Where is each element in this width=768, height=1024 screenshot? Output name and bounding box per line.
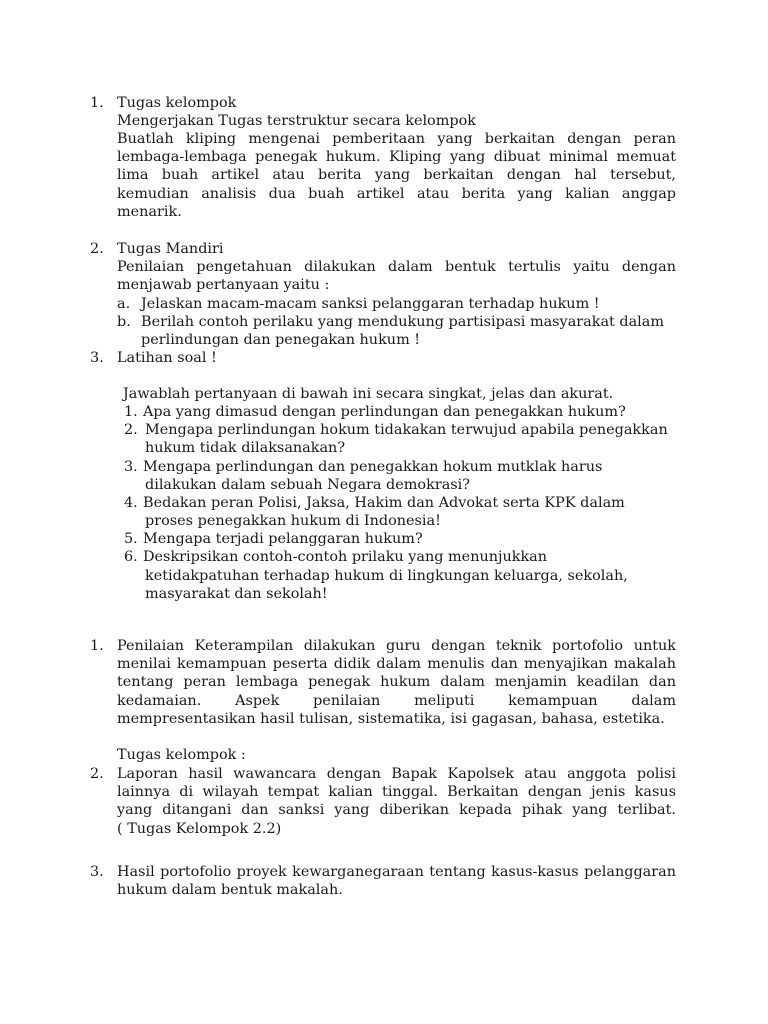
question-text: masyarakat dan sekolah! — [145, 586, 328, 602]
question-text: Mengapa terjadi pelanggaran hukum? — [143, 531, 423, 547]
paragraph-line: ( Tugas Kelompok 2.2) — [117, 820, 282, 837]
section-2-title: Tugas Mandiri — [117, 241, 224, 257]
paragraph-line: lainnya di wilayah tempat kalian tinggal. Berkaitan dengan jenis kasus — [117, 784, 676, 801]
question-marker: 5. — [124, 531, 138, 547]
section-4-number: 1. — [90, 638, 104, 654]
question-text: dilakukan dalam sebuah Negara demokrasi? — [145, 477, 470, 493]
paragraph-line: kedamaian. Aspek penilaian meliputi kemampuan dalam — [117, 692, 676, 709]
question-text: Mengapa perlindungan dan penegakkan hokum mutklak harus — [143, 459, 603, 475]
list-item-text: Jelaskan macam-macam sanksi pelanggaran terhadap hukum ! — [141, 296, 600, 312]
list-marker: b. — [117, 314, 131, 330]
list-marker: a. — [117, 296, 131, 312]
section-2-number: 2. — [90, 241, 104, 257]
paragraph-line: Hasil portofolio proyek kewarganegaraan tentang kasus-kasus pelanggaran — [117, 864, 676, 880]
paragraph-line: lembaga-lembaga penegak hukum. Kliping yang dibuat minimal memuat — [117, 149, 676, 166]
paragraph-line: mempresentasikan hasil tulisan, sistematika, isi gagasan, bahasa, estetika. — [117, 710, 665, 727]
paragraph-line: lima buah artikel atau berita yang berkaitan dengan hal tersebut, — [117, 167, 676, 184]
paragraph-line: hukum dalam bentuk makalah. — [117, 882, 343, 899]
question-marker: 4. — [124, 495, 138, 511]
question-text: proses penegakkan hukum di Indonesia! — [145, 513, 441, 529]
list-item-text: perlindungan dan penegakan hukum ! — [141, 332, 421, 348]
section-3-title: Latihan soal ! — [117, 350, 217, 366]
paragraph-line: Penilaian Keterampilan dilakukan guru dengan teknik portofolio untuk — [117, 638, 676, 654]
section-6-number: 3. — [90, 864, 104, 880]
paragraph-line: Laporan hasil wawancara dengan Bapak Kapolsek atau anggota polisi — [117, 766, 676, 782]
question-marker: 3. — [124, 459, 138, 475]
section-3-number: 3. — [90, 350, 104, 366]
question-marker: 2. — [124, 422, 138, 438]
question-text: ketidakpatuhan terhadap hukum di lingkungan keluarga, sekolah, — [145, 568, 628, 584]
section-5-number: 2. — [90, 766, 104, 782]
paragraph-line: kemudian analisis dua buah artikel atau berita yang kalian anggap — [117, 185, 676, 202]
section-1-paragraph — [117, 130, 676, 221]
section-4-paragraph — [117, 637, 676, 728]
paragraph-line: Buatlah kliping mengenai pemberitaan yang berkaitan dengan peran — [117, 131, 676, 147]
section-3-intro: Jawablah pertanyaan di bawah ini secara singkat, jelas dan akurat. — [123, 386, 614, 402]
question-text: Mengapa perlindungan hokum tidakakan terwujud apabila penegakkan — [145, 422, 668, 438]
paragraph-line: menarik. — [117, 203, 182, 220]
paragraph-line: Penilaian pengetahuan dilakukan dalam bentuk tertulis yaitu dengan — [117, 259, 676, 275]
paragraph-line: yang ditangani dan sanksi yang diberikan kepada pihak yang terlibat. — [117, 802, 676, 819]
paragraph-line: menilai kemampuan peserta didik dalam menulis dan menyajikan makalah — [117, 656, 676, 673]
question-text: Bedakan peran Polisi, Jaksa, Hakim dan Advokat serta KPK dalam — [143, 495, 625, 511]
section-6-paragraph — [117, 863, 676, 899]
paragraph-line: tentang peran lembaga penegak hukum dalam menjamin keadilan dan — [117, 674, 676, 691]
paragraph-line: menjawab pertanyaan yaitu : — [117, 277, 330, 294]
section-5-paragraph — [117, 765, 676, 838]
list-item-text: Berilah contoh perilaku yang mendukung partisipasi masyarakat dalam — [141, 314, 665, 330]
question-marker: 1. — [124, 404, 138, 420]
question-text: hukum tidak dilaksanakan? — [145, 440, 346, 456]
section-1-title: Tugas kelompok — [117, 95, 237, 111]
question-marker: 6. — [124, 549, 138, 565]
question-text: Apa yang dimasud dengan perlindungan dan penegakkan hukum? — [143, 404, 626, 420]
section-1-number: 1. — [90, 95, 104, 111]
section-1-subtitle: Mengerjakan Tugas terstruktur secara kelompok — [117, 113, 476, 129]
tugas-kelompok-label: Tugas kelompok : — [117, 747, 246, 763]
question-text: Deskripsikan contoh-contoh prilaku yang menunjukkan — [143, 549, 548, 565]
section-2-paragraph — [117, 258, 676, 294]
